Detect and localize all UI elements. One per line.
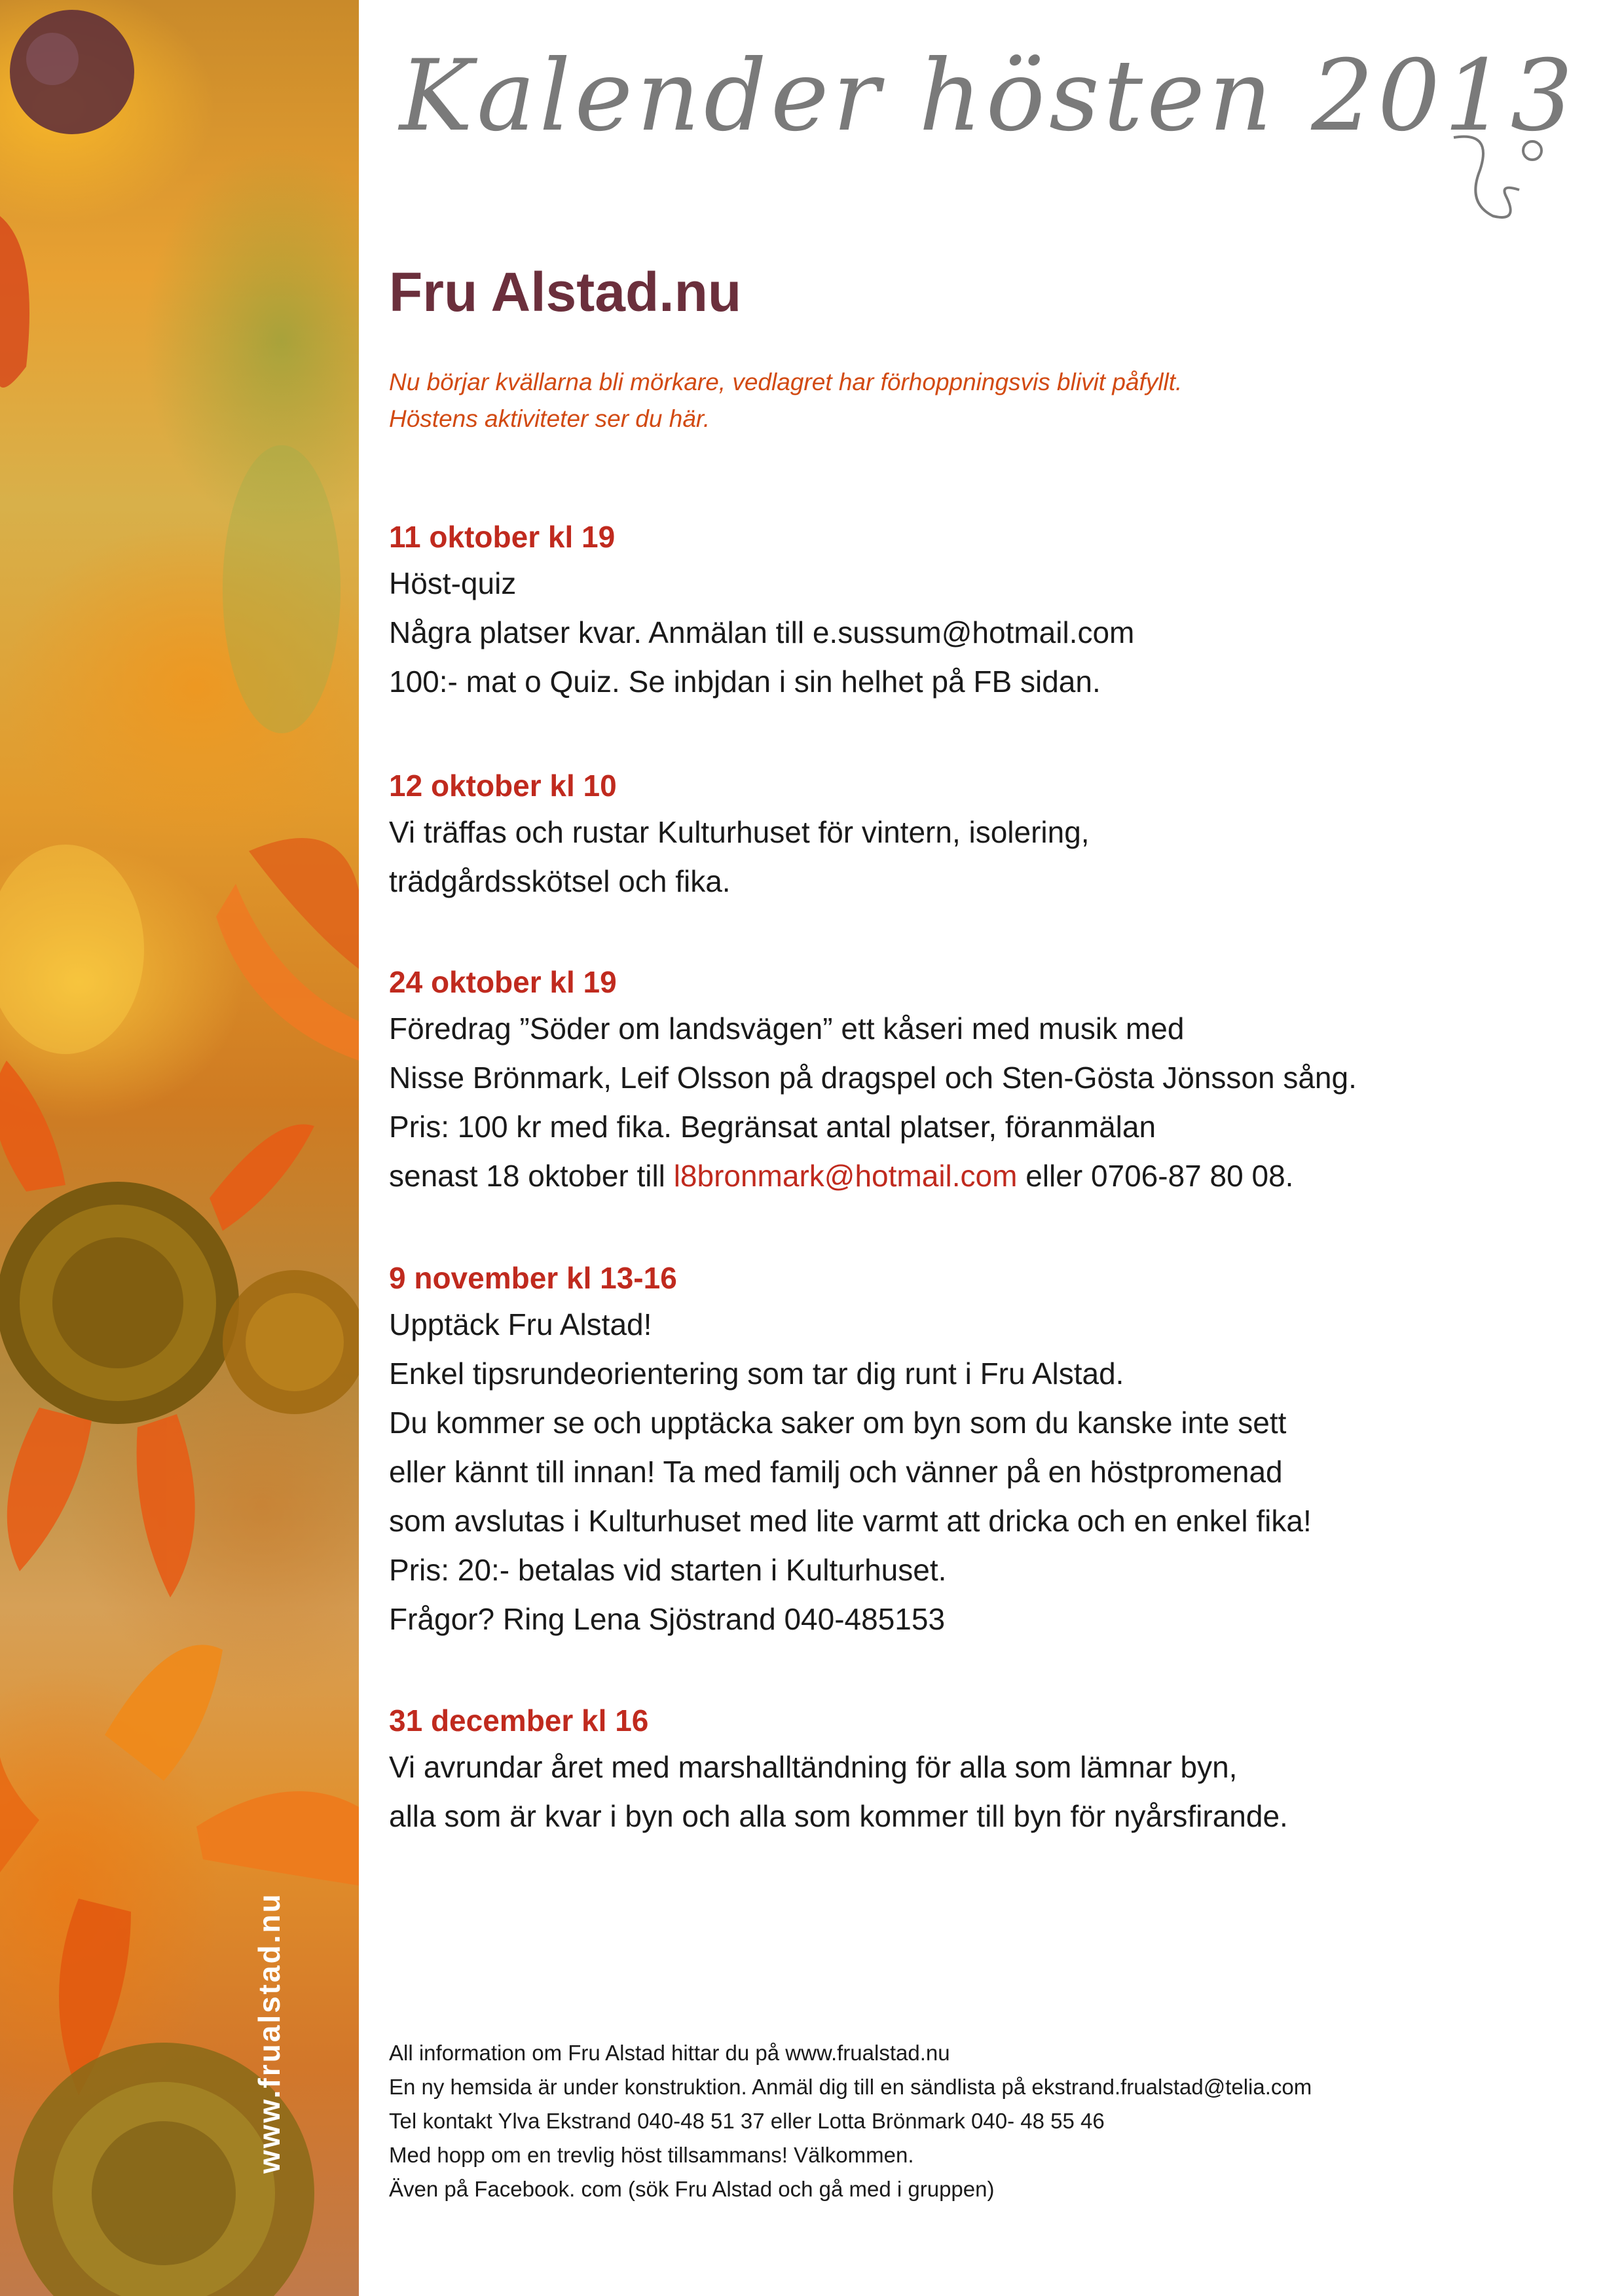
- event-date: 11 oktober kl 19: [389, 520, 616, 554]
- event-line: Höst-quiz: [389, 566, 517, 600]
- footer-line: En ny hemsida är under konstruktion. Anmäl dig till en sändlista på ekstrand.frualstad@telia.com: [389, 2075, 1312, 2099]
- event-line: alla som är kvar i byn och alla som kommer till byn för nyårsfirande.: [389, 1799, 1288, 1833]
- intro-line: Nu börjar kvällarna bli mörkare, vedlagret har förhoppningsvis blivit påfyllt.: [389, 369, 1183, 395]
- event-line: som avslutas i Kulturhuset med lite varmt att dricka och en enkel fika!: [389, 1504, 1312, 1538]
- footer-line: Även på Facebook. com (sök Fru Alstad och gå med i gruppen): [389, 2177, 995, 2201]
- event-line-prefix: senast 18 oktober till: [389, 1159, 674, 1193]
- vertical-website-url: www.frualstad.nu: [252, 1892, 286, 2174]
- event-line-contact: [389, 1152, 1357, 1201]
- event-12-oktober: [389, 763, 1090, 906]
- flower-illustration: [0, 0, 359, 2296]
- event-line: Några platser kvar. Anmälan till e.sussum@hotmail.com: [389, 615, 1135, 649]
- script-flourish-decoration: [1441, 124, 1559, 242]
- event-line: trädgårdsskötsel och fika.: [389, 864, 731, 898]
- event-line: Vi avrundar året med marshalltändning för alla som lämnar byn,: [389, 1750, 1238, 1784]
- event-date: 9 november kl 13-16: [389, 1261, 677, 1295]
- footer-info: [389, 2036, 1312, 2206]
- event-line: Upptäck Fru Alstad!: [389, 1307, 652, 1341]
- intro-line: Höstens aktiviteter ser du här.: [389, 405, 710, 432]
- event-line: 100:- mat o Quiz. Se inbjdan i sin helhet på FB sidan.: [389, 665, 1101, 699]
- email-link-bronmark[interactable]: l8bronmark@hotmail.com: [673, 1159, 1018, 1193]
- event-date: 12 oktober kl 10: [389, 769, 617, 803]
- event-31-december: [389, 1698, 1288, 1841]
- intro-text: [389, 364, 1182, 437]
- event-11-oktober: [389, 515, 1134, 706]
- event-line: Föredrag ”Söder om landsvägen” ett kåseri med musik med: [389, 1011, 1185, 1046]
- event-9-november: [389, 1256, 1312, 1644]
- event-line: Pris: 20:- betalas vid starten i Kulturhuset.: [389, 1553, 947, 1587]
- event-24-oktober: [389, 960, 1357, 1201]
- event-line: Vi träffas och rustar Kulturhuset för vintern, isolering,: [389, 815, 1090, 849]
- footer-line: Tel kontakt Ylva Ekstrand 040-48 51 37 eller Lotta Brönmark 040- 48 55 46: [389, 2109, 1105, 2133]
- event-line: Du kommer se och upptäcka saker om byn som du kanske inte sett: [389, 1406, 1287, 1440]
- flower-photo-strip: [0, 0, 359, 2296]
- footer-line: Med hopp om en trevlig höst tillsammans! Välkommen.: [389, 2143, 914, 2167]
- calendar-script-title: Kalender hösten 2013: [399, 39, 1577, 153]
- event-date: 31 december kl 16: [389, 1704, 649, 1738]
- event-line: eller kännt till innan! Ta med familj och vänner på en höstpromenad: [389, 1455, 1283, 1489]
- event-line: Enkel tipsrundeorientering som tar dig runt i Fru Alstad.: [389, 1357, 1124, 1391]
- event-line: Nisse Brönmark, Leif Olsson på dragspel och Sten-Gösta Jönsson sång.: [389, 1061, 1357, 1095]
- event-line: Pris: 100 kr med fika. Begränsat antal platser, föranmälan: [389, 1110, 1156, 1144]
- event-line-suffix: eller 0706-87 80 08.: [1017, 1159, 1294, 1193]
- site-title: Fru Alstad.nu: [389, 261, 742, 323]
- footer-line: All information om Fru Alstad hittar du på www.frualstad.nu: [389, 2041, 950, 2065]
- event-line: Frågor? Ring Lena Sjöstrand 040-485153: [389, 1602, 946, 1636]
- event-date: 24 oktober kl 19: [389, 965, 617, 999]
